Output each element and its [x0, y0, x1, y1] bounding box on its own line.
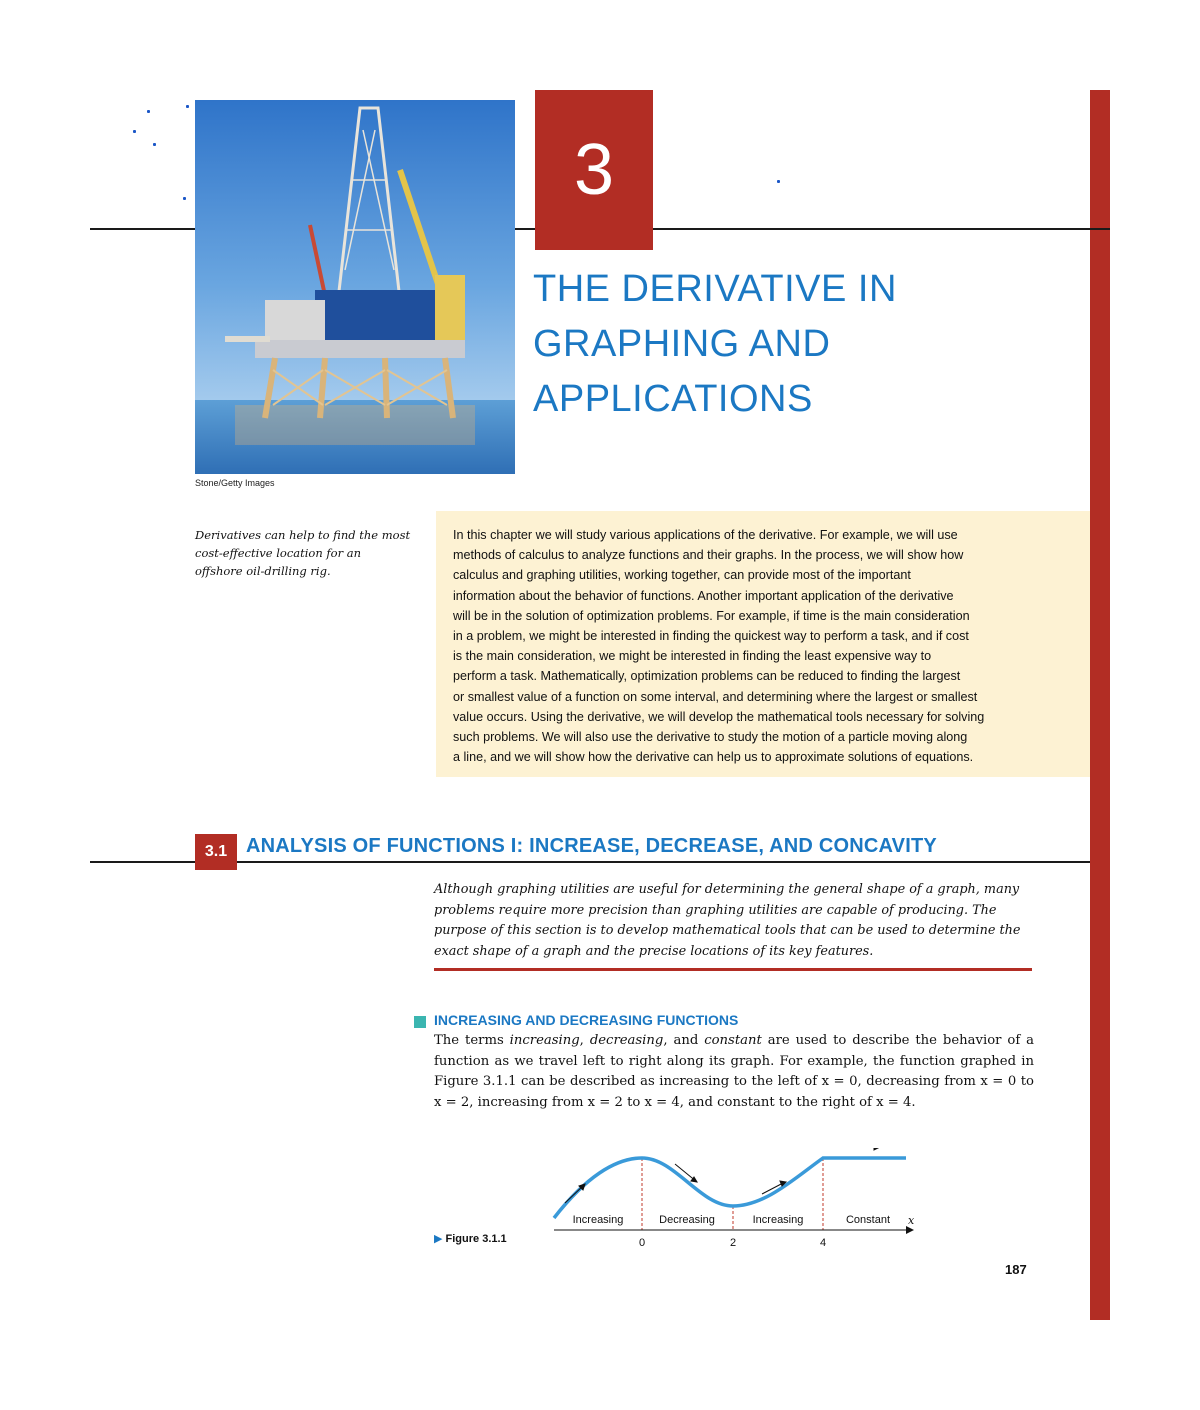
intro-line: In this chapter we will study various applications of the derivative. For example, we will use — [453, 528, 958, 542]
x-axis-label: x — [908, 1214, 915, 1227]
oil-rig-photo — [195, 100, 515, 474]
chapter-title — [533, 262, 1073, 427]
intro-line: calculus and graphing utilities, working together, can provide most of the important — [453, 568, 911, 583]
page-number: 187 — [1005, 1262, 1027, 1277]
subsection-marker-icon — [414, 1016, 426, 1028]
photo-caption — [195, 526, 425, 580]
chapter-number: 3 — [573, 130, 615, 210]
decor-dot — [777, 180, 780, 183]
lead-line: purpose of this section is to develop mathematical tools that can be used to determine the — [434, 923, 1021, 938]
text-run: , — [579, 1033, 590, 1048]
intro-line: is the main consideration, we might be interested in finding the least expensive way to — [453, 649, 932, 664]
page-edge-bar — [1090, 90, 1110, 1320]
figure-marker-icon: ▶ — [434, 1233, 443, 1245]
intro-line: perform a task. Mathematically, optimization problems can be reduced to finding the largest — [453, 669, 961, 684]
intro-line: or smallest value of a function on some interval, and determining where the largest or smallest — [453, 689, 978, 704]
subsection-paragraph — [434, 1031, 1034, 1113]
decor-dot — [133, 130, 136, 133]
tick-label: 2 — [729, 1237, 737, 1249]
figure-3-1-1 — [540, 1148, 930, 1258]
term-increasing: increasing — [509, 1033, 580, 1048]
text-run: The terms — [434, 1033, 510, 1048]
chapter-intro-box — [436, 511, 1090, 777]
decor-dot — [183, 197, 186, 200]
figure-label-text: Figure 3.1.1 — [445, 1233, 507, 1245]
tick-label: 0 — [638, 1237, 646, 1249]
decor-dot — [147, 110, 150, 113]
intro-line: will be in the solution of optimization problems. For example, if time is the main consideration — [453, 608, 970, 623]
text-run: , and — [663, 1033, 705, 1048]
photo-credit: Stone/Getty Images — [195, 478, 275, 488]
chapter-title-line: THE DERIVATIVE IN — [533, 268, 897, 310]
section-title: ANALYSIS OF FUNCTIONS I: INCREASE, DECREASE, AND CONCAVITY — [246, 835, 937, 857]
section-number-box — [195, 834, 237, 870]
term-constant: constant — [704, 1033, 762, 1048]
figure-label — [434, 1232, 507, 1245]
intro-line: such problems. We will also use the derivative to study the motion of a particle moving along — [453, 730, 968, 745]
term-decreasing: decreasing — [589, 1033, 664, 1048]
lead-line: problems require more precision than graphing utilities are capable of producing. The — [434, 902, 997, 918]
intro-line: a line, and we will show how the derivative can help us to approximate solutions of equations. — [453, 750, 974, 765]
chapter-title-line: APPLICATIONS — [533, 378, 813, 420]
chapter-number-box — [535, 90, 653, 250]
caption-line: offshore oil-drilling rig. — [195, 564, 331, 578]
decor-dot — [186, 105, 189, 108]
region-label: Increasing — [752, 1214, 804, 1226]
function-curve — [554, 1158, 906, 1218]
section-number: 3.1 — [204, 843, 228, 860]
arrowhead — [874, 1148, 880, 1150]
region-label: Decreasing — [659, 1214, 715, 1226]
section-lead — [434, 880, 1034, 962]
section-rule — [90, 861, 1090, 863]
caption-line: Derivatives can help to find the most — [195, 528, 411, 542]
intro-line: in a problem, we might be interested in finding the quickest way to perform a task, and if cost — [453, 629, 969, 644]
lead-line: exact shape of a graph and the precise locations of its key features. — [434, 943, 874, 959]
caption-line: cost-effective location for an — [195, 546, 362, 560]
intro-line: information about the behavior of functions. Another important application of the derivative — [453, 588, 954, 603]
decor-dot — [153, 143, 156, 146]
tick-label: 4 — [819, 1237, 827, 1249]
intro-line: value occurs. Using the derivative, we will develop the mathematical tools necessary for solving — [453, 709, 985, 724]
region-label: Constant — [845, 1214, 891, 1226]
region-label: Increasing — [572, 1214, 624, 1226]
lead-line: Although graphing utilities are useful for determining the general shape of a graph, many — [434, 882, 1020, 897]
x-axis-arrowhead — [906, 1226, 914, 1234]
subsection-title: INCREASING AND DECREASING FUNCTIONS — [434, 1012, 739, 1028]
chapter-title-line: GRAPHING AND — [533, 323, 831, 365]
top-rule-right — [653, 228, 1110, 230]
text-run: are used to describe the behavior of a function as we travel left to right along its graph. For example, the function graphed in Figure 3.1.1 can be described as increasing to the left of x = 0, decreasing from x = 0 to x = 2, increasing from x = 2 to x = 4, and constant to the right of x = 4. — [434, 1033, 1035, 1110]
lead-underline — [434, 968, 1032, 971]
intro-line: methods of calculus to analyze functions and their graphs. In the process, we will show how — [453, 548, 964, 563]
